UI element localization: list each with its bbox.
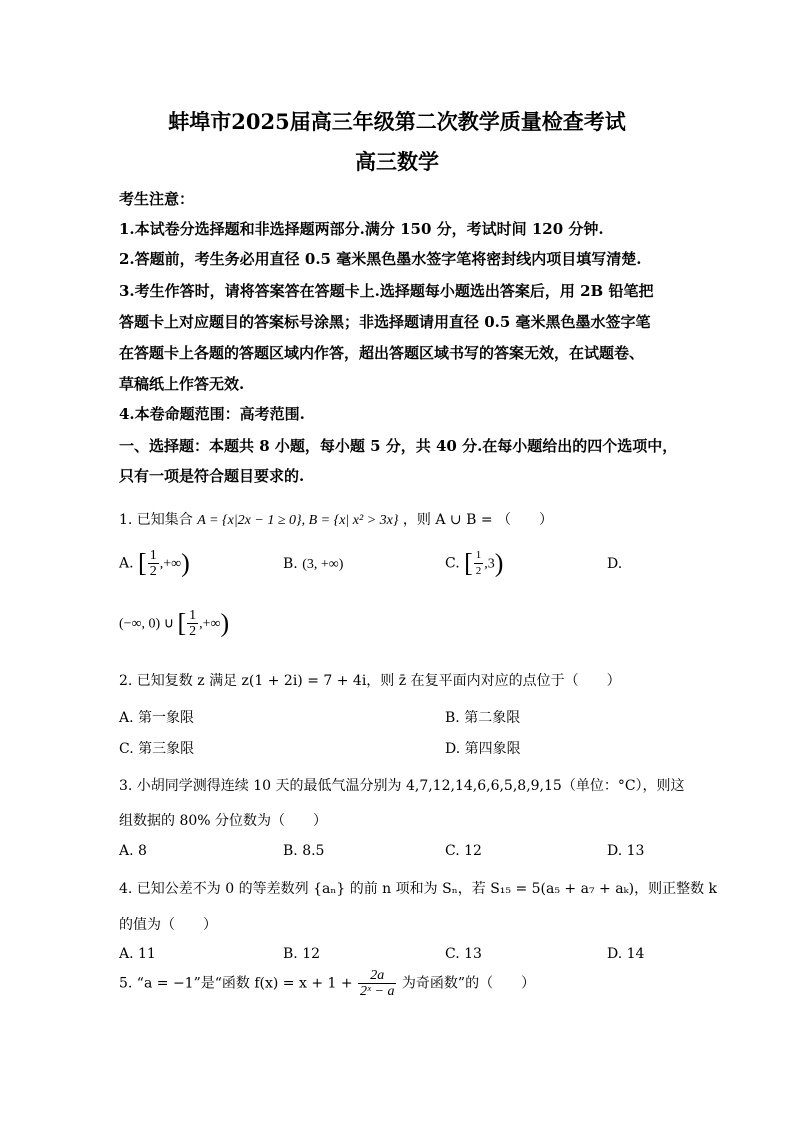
question-4-option-b: B. 12 [283, 946, 321, 962]
question-4-option-c: C. 13 [445, 946, 482, 962]
notice-item-4: 4.本卷命题范围：高考范围. [119, 405, 305, 423]
option-b-label: B. [283, 556, 298, 572]
question-1-option-d: (−∞, 0) ∪ [ $\frac{1}{2}$ ,+∞) [119, 608, 230, 639]
question-1-option-c: C. [ $\frac{1}{2}$ ,3) [445, 548, 504, 578]
notice-item-2: 2.答题前，考生务必用直径 0.5 毫米黑色墨水签字笔将密封线内项目填写清楚. [119, 250, 642, 268]
question-4-option-a: A. 11 [119, 946, 156, 962]
question-4-option-d: D. 14 [607, 946, 645, 962]
question-3-option-b: B. 8.5 [283, 843, 325, 859]
question-1-stem: 1. 已知集合 A = {x|2x − 1 ≥ 0}, B = {x| x² > 3x} ，则 A ∪ B = （ ） [119, 512, 554, 528]
notice-item-3-line-1: 3.考生作答时，请将答案答在答题卡上.选择题每小题选出答案后，用 2B 铅笔把 [119, 282, 654, 300]
question-5-fraction-denominator: 2ˣ − a [360, 984, 395, 999]
section-1-line-2: 只有一项是符合题目要求的. [119, 467, 305, 485]
question-1-set-a: A = {x|2x − 1 ≥ 0} [197, 513, 302, 528]
question-1-option-b [283, 556, 343, 573]
question-1-option-d-label: D. [607, 556, 623, 572]
question-5-fraction-numerator: 2a [358, 968, 396, 984]
option-a-label: A. [119, 555, 134, 572]
notice-item-3-line-2: 答题卡上对应题目的答案标号涂黑；非选择题请用直径 0.5 毫米黑色墨水签字笔 [119, 313, 651, 331]
option-b-text: (3, +∞) [302, 557, 344, 572]
question-4-stem-line-1: 4. 已知公差不为 0 的等差数列 {aₙ} 的前 n 项和为 Sₙ，若 S₁₅ = 5(a₅ + a₇ + aₖ)，则正整数 k [119, 881, 718, 897]
question-2-option-c: C. 第三象限 [119, 741, 195, 757]
section-1-line-1: 一、选择题：本题共 8 小题，每小题 5 分，共 40 分.在每小题给出的四个选项中， [119, 437, 678, 455]
question-1-suffix: ，则 A ∪ B = （ ） [402, 512, 554, 528]
question-3-stem-line-2: 组数据的 80% 分位数为（ ） [119, 813, 328, 829]
question-2-option-b: B. 第二象限 [445, 710, 521, 726]
question-1-set-b: B = {x| x² > 3x} [308, 513, 399, 528]
question-1-prefix: 1. 已知集合 [119, 512, 193, 528]
option-c-label: C. [445, 555, 460, 572]
question-2-stem: 2. 已知复数 z 满足 z(1 + 2i) = 7 + 4i，则 z̄ 在复平面内对应的点位于（ ） [119, 673, 621, 689]
question-2-option-a: A. 第一象限 [119, 710, 195, 726]
question-3-option-d: D. 13 [607, 843, 645, 859]
notice-heading: 考生注意： [119, 190, 195, 208]
question-2-option-d: D. 第四象限 [445, 741, 521, 757]
notice-item-1: 1.本试卷分选择题和非选择题两部分.满分 150 分，考试时间 120 分钟. [119, 220, 604, 238]
question-3-option-a: A. 8 [119, 843, 147, 859]
notice-item-3-line-3: 在答题卡上各题的答题区域内作答，超出答题区域书写的答案无效，在试题卷、 [119, 344, 645, 362]
question-5-stem [119, 968, 535, 999]
notice-item-3-line-4: 草稿纸上作答无效. [119, 375, 245, 393]
question-5-prefix: 5. “a = −1”是“函数 f(x) = x + 1 + [119, 975, 353, 992]
question-1-option-a: A. [ $\frac{1}{2}$ ,+∞) [119, 548, 190, 579]
exam-subtitle: 高三数学 [355, 149, 439, 174]
exam-title: 蚌埠市2025届高三年级第二次教学质量检查考试 [168, 109, 626, 134]
question-3-option-c: C. 12 [445, 843, 482, 859]
question-5-suffix: 为奇函数”的（ ） [401, 975, 536, 992]
question-4-stem-line-2: 的值为（ ） [119, 917, 217, 933]
question-3-stem-line-1: 3. 小胡同学测得连续 10 天的最低气温分别为 4,7,12,14,6,6,5,8,9,15（单位：°C），则这 [119, 778, 685, 794]
